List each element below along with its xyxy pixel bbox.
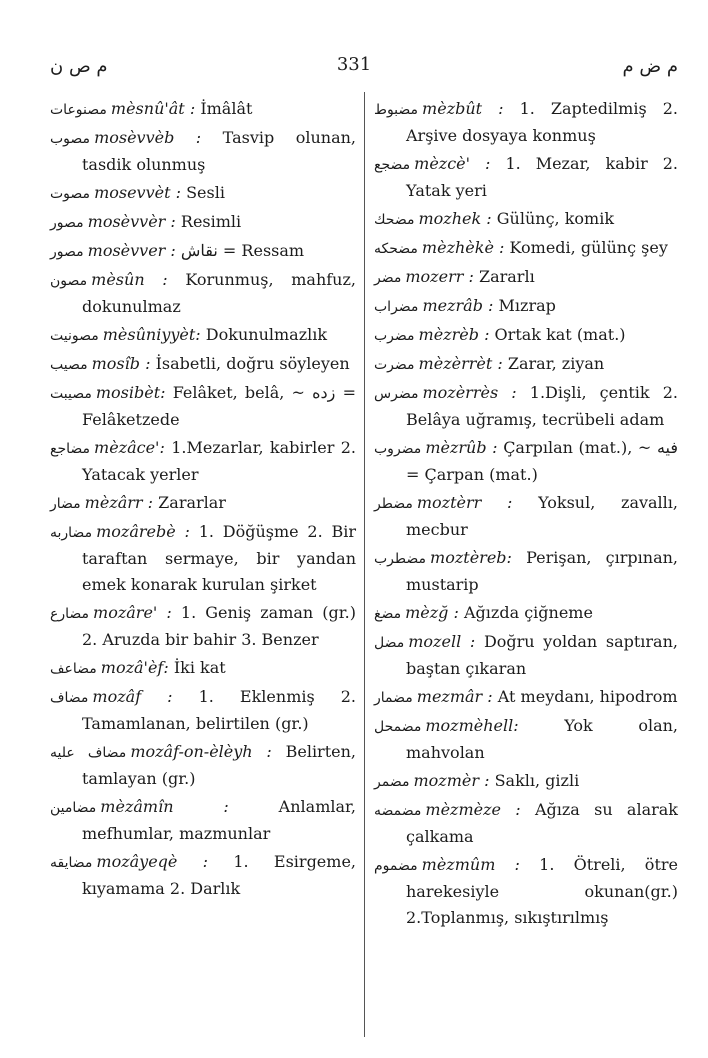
arabic-word: مصور [50,244,84,260]
definition: Sesli [186,183,225,202]
dictionary-entry [374,629,678,682]
headword: mèzmèze : [425,800,521,819]
definition: Mızrap [498,296,556,315]
headword: mosevvèt : [94,183,181,202]
arabic-word: مصون [50,273,88,289]
definition: Gülünç, komik [496,209,615,228]
arabic-word: مضاعف [50,661,97,677]
arabic-word: مضارع [50,606,90,622]
arabic-word: مضرت [374,357,415,373]
headword: mèzğ : [405,603,459,622]
arabic-word: مضطر [374,496,413,512]
dictionary-entry [374,797,678,850]
arabic-word: مضاف عليه [50,745,127,761]
definition: نقاش = Ressam [180,241,305,260]
arabic-word: مصور [50,215,84,231]
header-left-letters: م ص ن [50,56,108,77]
dictionary-entry [374,293,678,320]
arabic-word: مضرس [374,386,419,402]
definition: Zararlar [158,493,226,512]
dictionary-entry [374,490,678,543]
headword: mèsnû'ât : [110,99,196,118]
header-right-letters: م ض م [622,56,678,77]
dictionary-entry [50,180,356,207]
headword: mèsûniyyèt: [102,325,201,344]
definition: İki kat [173,658,226,677]
arabic-word: مضحكه [374,241,418,257]
headword: mozârebè : [96,522,190,541]
arabic-word: مضمار [374,690,413,706]
definition: 1. Döğüşme 2. Bir taraftan sermaye, bir yandan emek konarak kurulan şirket [82,522,357,594]
arabic-word: مصونيت [50,328,99,344]
definition: Zararlı [478,267,535,286]
arabic-word: مصيبت [50,386,92,402]
arabic-word: مضغ [374,606,402,622]
dictionary-entry [50,322,356,349]
dictionary-entry [50,600,356,653]
arabic-word: مضاف [50,690,89,706]
definition: Yoksul, zavallı, mecbur [406,493,678,539]
right-column [374,96,678,933]
dictionary-entry [50,655,356,682]
dictionary-entry [50,267,356,320]
headword: moztèreb: [430,548,512,567]
headword: mèzcè' : [414,154,491,173]
headword: mozâyeqè : [96,852,209,871]
headword: mezmâr : [416,687,493,706]
definition: Yok olan, mahvolan [406,716,678,762]
headword: mosibèt: [95,383,166,402]
definition: 1.Mezarlar, kabirler 2. Yatacak yerler [82,438,357,484]
dictionary-entry [374,380,678,433]
arabic-word: مضموم [374,858,418,874]
dictionary-entry [374,206,678,233]
headword: mèzhèkè : [421,238,505,257]
headword: mèzârr : [84,493,154,512]
headword: mozmèhell: [425,716,519,735]
arabic-word: مضايقه [50,855,93,871]
definition: Korunmuş, mahfuz, dokunulmaz [82,270,356,316]
arabic-word: مصنوعات [50,102,107,118]
dictionary-entry [374,322,678,349]
arabic-word: مضمضه [374,803,422,819]
dictionary-entry [374,600,678,627]
headword: mozâre' : [93,603,172,622]
headword: mezrâb : [422,296,494,315]
dictionary-entry [374,852,678,931]
dictionary-entry [50,238,356,265]
definition: Belirten, tamlayan (gr.) [82,742,356,788]
arabic-word: مضجع [374,157,411,173]
arabic-word: مضرب [374,328,415,344]
dictionary-entry [374,713,678,766]
definition: 1. Zaptedilmiş 2. Arşive dosyaya konmuş [406,99,678,145]
dictionary-entry [374,151,678,204]
arabic-word: مضحك [374,212,415,228]
definition: İsabetli, doğru söyleyen [155,354,350,373]
headword: mozâ'èf: [100,658,169,677]
dictionary-entry [50,125,356,178]
dictionary-entry [50,380,356,433]
definition: Anlamlar, mefhumlar, mazmunlar [82,797,356,843]
arabic-word: مضر [374,270,402,286]
dictionary-entry [50,435,356,488]
definition: Resimli [180,212,242,231]
headword: mosèvvèr : [87,212,176,231]
page-header [0,52,708,86]
headword: mozèrrès : [422,383,517,402]
headword: mozmèr : [413,771,490,790]
definition: At meydanı, hipodrom [497,687,678,706]
definition: İmâlât [200,99,253,118]
dictionary-entry [50,490,356,517]
arabic-word: مضمحل [374,719,422,735]
arabic-word: مضبوط [374,102,419,118]
headword: mèzrûb : [425,438,498,457]
dictionary-entry [50,739,356,792]
page-number: 331 [336,54,372,75]
definition: Felâket, belâ, ~ زده = Felâketzede [82,383,356,429]
headword: mosèvvèb : [94,128,202,147]
dictionary-entry [50,684,356,737]
definition: Dokunulmazlık [205,325,328,344]
dictionary-entry [50,96,356,123]
dictionary-entry [374,235,678,262]
dictionary-entry [50,519,356,598]
column-divider [364,92,365,1037]
arabic-word: مضار [50,496,81,512]
arabic-word: مضروب [374,441,422,457]
headword: mozâf-on-èlèyh : [130,742,272,761]
dictionary-entry [50,351,356,378]
arabic-word: مضراب [374,299,419,315]
definition: 1. Ötreli, ötre harekesiyle okunan(gr.) 2.Toplanmış, sıkıştırılmış [406,855,678,927]
dictionary-entry [374,351,678,378]
definition: Ağızda çiğneme [463,603,593,622]
arabic-word: مصيب [50,357,88,373]
definition: Çarpılan (mat.), ~ فيه = Çarpan (mat.) [406,438,678,484]
definition: 1. Geniş zaman (gr.) 2. Aruzda bir bahir 3. Benzer [82,603,357,649]
headword: mosîb : [91,354,151,373]
arabic-word: مصوت [50,186,91,202]
definition: Perişan, çırpınan, mustarip [406,548,678,594]
definition: Tasvip olunan, tasdik olunmuş [82,128,357,174]
dictionary-entry [50,849,356,902]
dictionary-entry [374,768,678,795]
headword: mozhek : [418,209,492,228]
definition: Doğru yoldan saptıran, baştan çıkaran [406,632,678,678]
headword: mozell : [408,632,476,651]
headword: mosèvver : [87,241,176,260]
arabic-word: مضاجع [50,441,91,457]
definition: Komedi, gülünç şey [509,238,668,257]
dictionary-entry [374,545,678,598]
dictionary-entry [374,435,678,488]
headword: mèzâce': [94,438,165,457]
dictionary-entry [374,96,678,149]
dictionary-entry [374,684,678,711]
headword: mèzèrrèt : [418,354,503,373]
definition: 1. Eklenmiş 2. Tamamlanan, belirtilen (gr.) [82,687,356,733]
dictionary-entry [374,264,678,291]
definition: Saklı, gizli [494,771,580,790]
headword: mèzrèb : [418,325,490,344]
headword: mozerr : [405,267,474,286]
arabic-word: مصوب [50,131,91,147]
definition: 1.Dişli, çentik 2. Belâya uğramış, tecrübeli adam [406,383,678,429]
definition: 1. Esirgeme, kıyamama 2. Darlık [82,852,357,898]
arabic-word: مضاربه [50,525,93,541]
dictionary-entry [50,209,356,236]
definition: Ortak kat (mat.) [494,325,626,344]
headword: mèzmûm : [421,855,520,874]
dictionary-entry [50,794,356,847]
headword: mèsûn : [91,270,168,289]
definition: Zarar, ziyan [507,354,605,373]
headword: mèzbût : [422,99,504,118]
arabic-word: مضل [374,635,405,651]
headword: mèzâmîn : [100,797,229,816]
left-column [50,96,356,904]
arabic-word: مضطرب [374,551,427,567]
definition: Ağıza su alarak çalkama [406,800,678,846]
headword: moztèrr : [416,493,513,512]
arabic-word: مضامين [50,800,97,816]
headword: mozâf : [92,687,173,706]
definition: 1. Mezar, kabir 2. Yatak yeri [406,154,679,200]
arabic-word: مضمر [374,774,410,790]
